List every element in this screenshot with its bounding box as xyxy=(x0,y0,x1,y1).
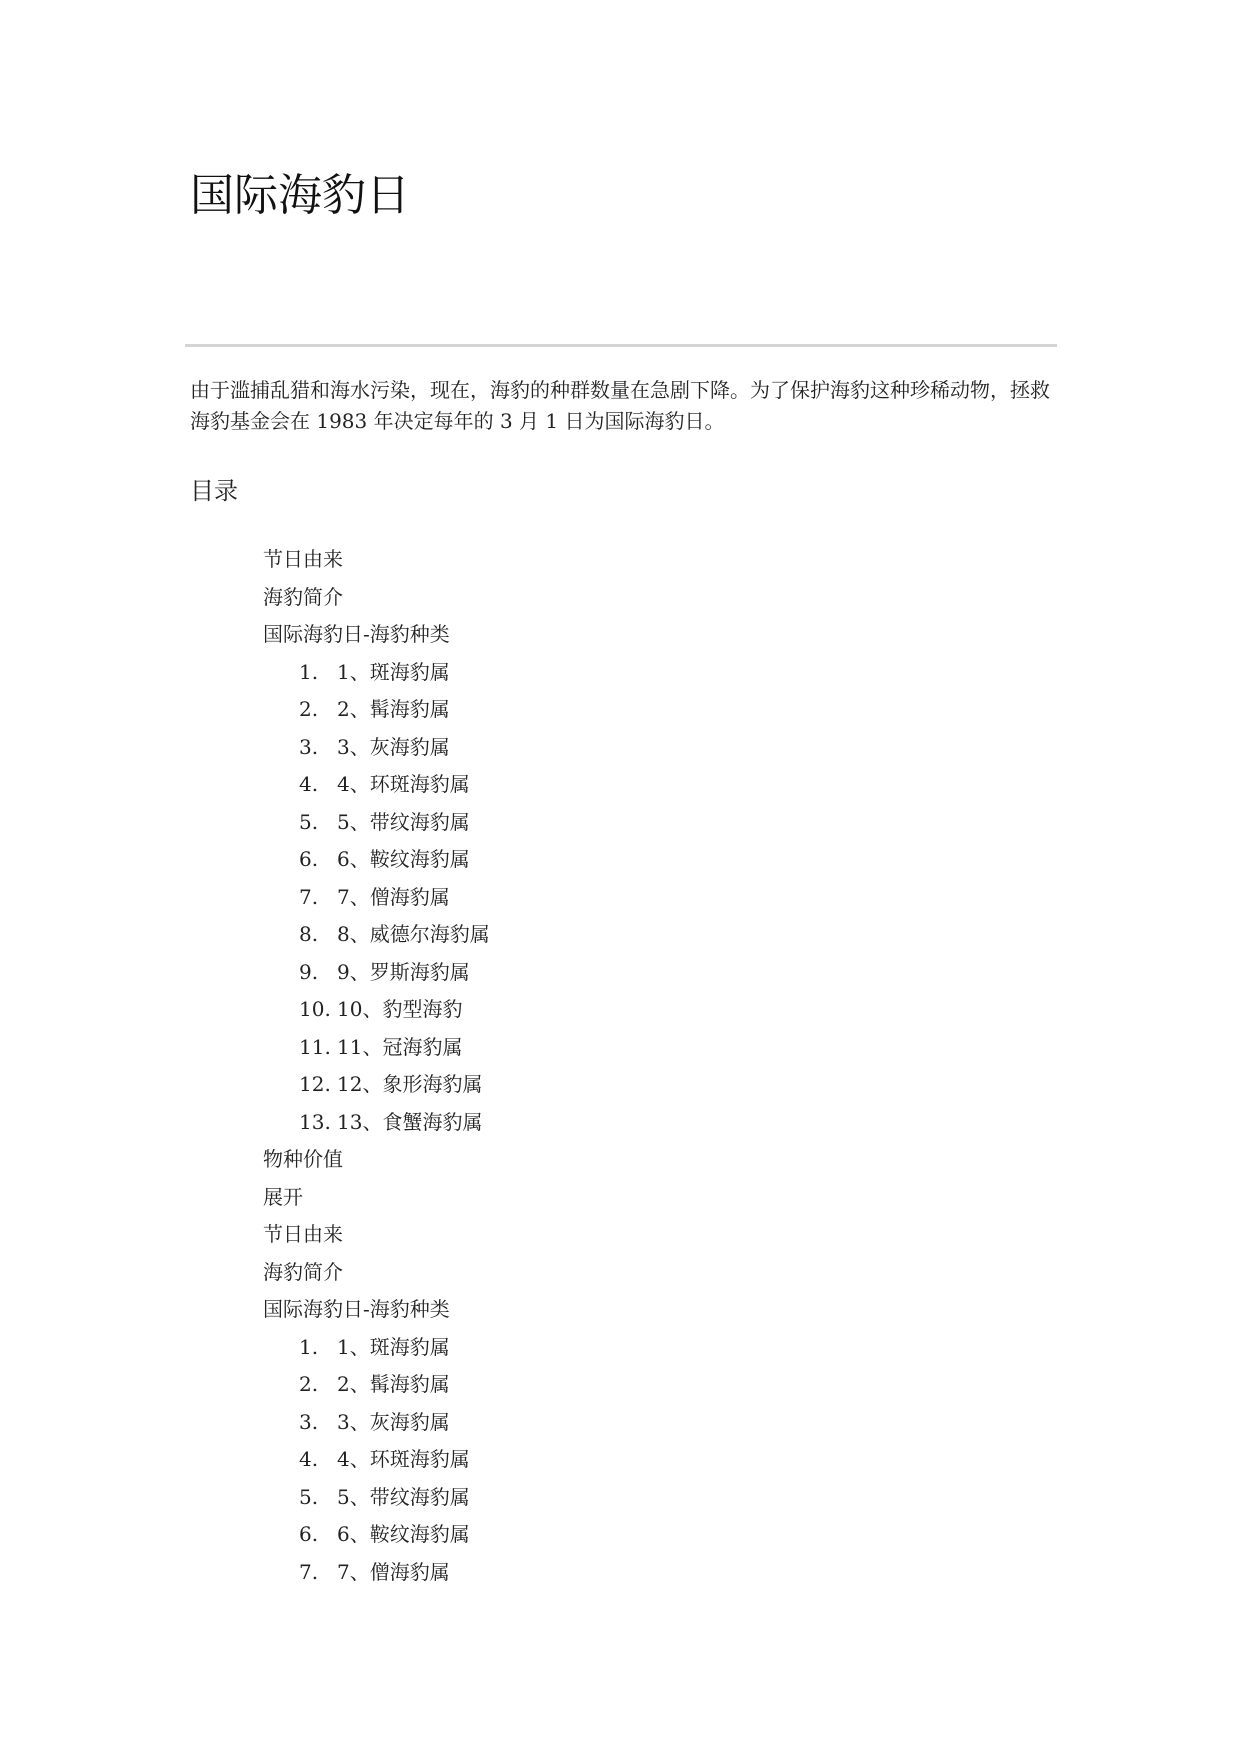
toc-numbered-item[interactable] xyxy=(0,841,1241,879)
toc-numbered-item[interactable] xyxy=(0,1516,1241,1554)
toc-item-number: 3. xyxy=(299,1409,319,1434)
toc-numbered-item[interactable] xyxy=(0,879,1241,917)
toc-numbered-item[interactable] xyxy=(0,1404,1241,1442)
toc-item-number: 1. xyxy=(299,1334,319,1359)
toc-section-item[interactable] xyxy=(0,1179,1241,1217)
toc-numbered-item[interactable] xyxy=(0,691,1241,729)
toc-item-number: 11. xyxy=(299,1034,331,1059)
toc-item-number: 2. xyxy=(299,1372,319,1396)
toc-numbered-item[interactable] xyxy=(0,729,1241,767)
toc-numbered-item[interactable] xyxy=(0,991,1241,1029)
toc-item-label[interactable]: 节日由来 xyxy=(263,547,343,571)
toc-item-label[interactable]: 1、斑海豹属 xyxy=(337,659,450,684)
toc-item-number: 4. xyxy=(299,772,319,796)
toc-item-label[interactable]: 11、冠海豹属 xyxy=(337,1034,463,1059)
toc-item-label[interactable]: 4、环斑海豹属 xyxy=(337,772,470,796)
toc-section-item[interactable] xyxy=(0,541,1241,579)
toc-numbered-item[interactable] xyxy=(0,1029,1241,1067)
toc-item-label[interactable]: 海豹简介 xyxy=(263,584,343,609)
toc-item-number: 3. xyxy=(299,734,319,759)
toc-item-label[interactable]: 5、带纹海豹属 xyxy=(337,1484,470,1509)
toc-item-label[interactable]: 3、灰海豹属 xyxy=(337,734,450,759)
toc-item-label[interactable]: 展开 xyxy=(263,1184,303,1209)
toc-numbered-item[interactable] xyxy=(0,1066,1241,1104)
toc-item-number: 12. xyxy=(299,1072,331,1096)
toc-item-label[interactable]: 8、威德尔海豹属 xyxy=(337,922,490,946)
toc-item-number: 9. xyxy=(299,959,319,984)
toc-item-label[interactable]: 国际海豹日-海豹种类 xyxy=(263,1297,450,1321)
toc-item-label[interactable]: 4、环斑海豹属 xyxy=(337,1447,470,1471)
toc-section-item[interactable] xyxy=(0,1291,1241,1329)
toc-item-number: 4. xyxy=(299,1447,319,1471)
toc-numbered-item[interactable] xyxy=(0,804,1241,842)
table-of-contents xyxy=(0,541,1241,1591)
toc-section-item[interactable] xyxy=(0,1141,1241,1179)
toc-item-number: 13. xyxy=(299,1109,331,1134)
toc-numbered-item[interactable] xyxy=(0,766,1241,804)
toc-numbered-item[interactable] xyxy=(0,1104,1241,1142)
toc-item-number: 6. xyxy=(299,1522,319,1546)
toc-item-number: 5. xyxy=(299,1484,319,1509)
toc-heading: 目录 xyxy=(190,477,238,505)
toc-item-number: 1. xyxy=(299,659,319,684)
toc-numbered-item[interactable] xyxy=(0,1366,1241,1404)
toc-section-item[interactable] xyxy=(0,1216,1241,1254)
toc-item-label[interactable]: 7、僧海豹属 xyxy=(337,1559,450,1584)
toc-numbered-item[interactable] xyxy=(0,1329,1241,1367)
toc-section-item[interactable] xyxy=(0,616,1241,654)
toc-item-label[interactable]: 3、灰海豹属 xyxy=(337,1409,450,1434)
intro-paragraph: 由于滥捕乱猎和海水污染，现在，海豹的种群数量在急剧下降。为了保护海豹这种珍稀动物，拯救海豹基金会在 1983 年决定每年的 3 月 1 日为国际海豹日。 xyxy=(190,378,1050,433)
toc-numbered-item[interactable] xyxy=(0,1554,1241,1592)
toc-item-label[interactable]: 1、斑海豹属 xyxy=(337,1334,450,1359)
toc-numbered-item[interactable] xyxy=(0,954,1241,992)
toc-item-label[interactable]: 6、鞍纹海豹属 xyxy=(337,1522,470,1546)
toc-numbered-item[interactable] xyxy=(0,916,1241,954)
toc-item-label[interactable]: 9、罗斯海豹属 xyxy=(337,959,470,984)
toc-numbered-item[interactable] xyxy=(0,654,1241,692)
toc-item-number: 7. xyxy=(299,1559,319,1584)
page-title: 国际海豹日 xyxy=(190,170,410,221)
toc-item-number: 8. xyxy=(299,922,319,946)
toc-item-label[interactable]: 2、髯海豹属 xyxy=(337,1372,450,1396)
toc-item-label[interactable]: 物种价值 xyxy=(263,1147,343,1171)
toc-item-number: 10. xyxy=(299,997,331,1021)
toc-numbered-item[interactable] xyxy=(0,1479,1241,1517)
toc-item-label[interactable]: 6、鞍纹海豹属 xyxy=(337,847,470,871)
toc-item-label[interactable]: 5、带纹海豹属 xyxy=(337,809,470,834)
toc-item-number: 6. xyxy=(299,847,319,871)
toc-item-label[interactable]: 2、髯海豹属 xyxy=(337,697,450,721)
toc-item-label[interactable]: 节日由来 xyxy=(263,1222,343,1246)
toc-item-label[interactable]: 7、僧海豹属 xyxy=(337,884,450,909)
toc-item-label[interactable]: 海豹简介 xyxy=(263,1259,343,1284)
title-divider xyxy=(185,344,1057,347)
toc-item-label[interactable]: 12、象形海豹属 xyxy=(337,1072,483,1096)
toc-section-item[interactable] xyxy=(0,579,1241,617)
toc-item-number: 7. xyxy=(299,884,319,909)
toc-item-number: 2. xyxy=(299,697,319,721)
toc-item-number: 5. xyxy=(299,809,319,834)
toc-section-item[interactable] xyxy=(0,1254,1241,1292)
toc-numbered-item[interactable] xyxy=(0,1441,1241,1479)
toc-item-label[interactable]: 10、豹型海豹 xyxy=(337,997,463,1021)
toc-item-label[interactable]: 国际海豹日-海豹种类 xyxy=(263,622,450,646)
toc-item-label[interactable]: 13、食蟹海豹属 xyxy=(337,1109,483,1134)
